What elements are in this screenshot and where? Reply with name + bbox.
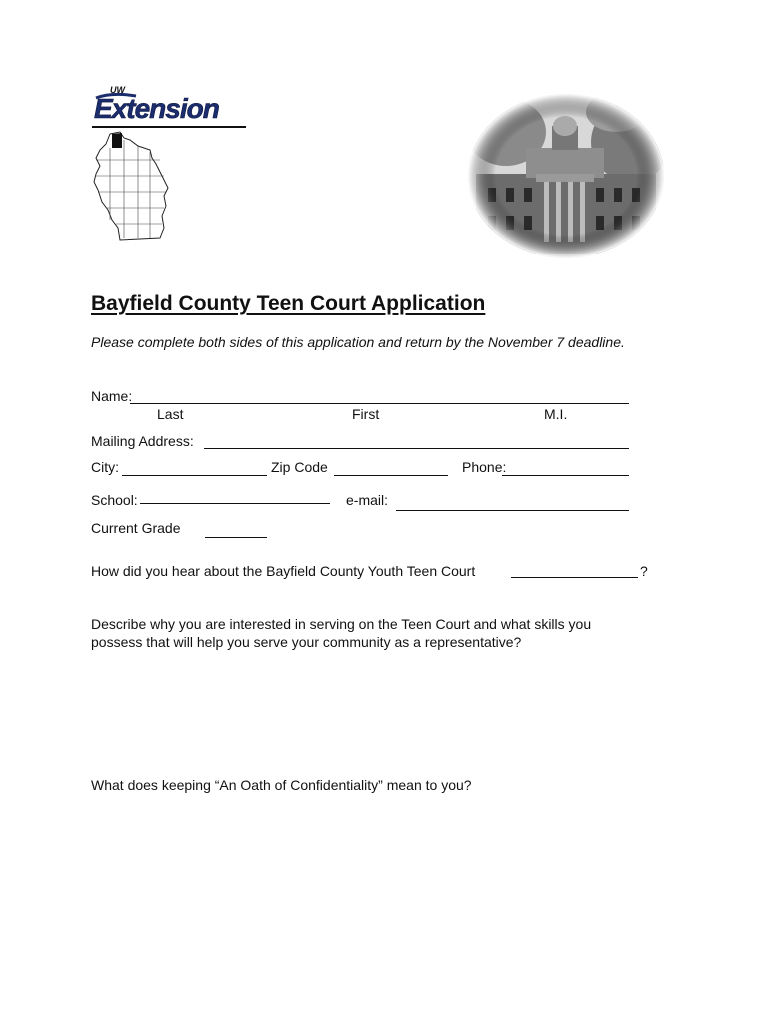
oath-answer-area[interactable] [91, 802, 631, 952]
zip-code-field[interactable] [334, 475, 448, 476]
email-label: e-mail: [346, 492, 389, 508]
courthouse-photo [466, 92, 666, 260]
name-label: Name: [91, 388, 133, 404]
city-label: City: [91, 459, 119, 475]
describe-question-line-2: possess that will help you serve your community as a representative? [91, 634, 522, 650]
wisconsin-map-icon [90, 130, 180, 242]
form-instructions: Please complete both sides of this application and return by the November 7 deadline. [91, 334, 625, 350]
phone-field[interactable] [502, 475, 629, 476]
name-sublabel-mi: M.I. [544, 406, 568, 422]
school-field[interactable] [140, 503, 330, 504]
describe-answer-area[interactable] [91, 660, 631, 760]
name-sublabel-last: Last [157, 406, 184, 422]
oath-question: What does keeping “An Oath of Confidentiality” mean to you? [91, 777, 472, 793]
city-field[interactable] [122, 475, 267, 476]
phone-label: Phone: [462, 459, 507, 475]
form-title: Bayfield County Teen Court Application [91, 292, 486, 315]
name-field[interactable] [130, 403, 629, 404]
hear-about-field[interactable] [511, 577, 638, 578]
email-field[interactable] [396, 510, 629, 511]
name-sublabel-first: First [352, 406, 380, 422]
school-label: School: [91, 492, 138, 508]
current-grade-field[interactable] [205, 537, 267, 538]
logo-wordmark-text: Extension [94, 93, 219, 124]
describe-question-line-1: Describe why you are interested in serving on the Teen Court and what skills you [91, 616, 592, 632]
mailing-address-field[interactable] [204, 448, 629, 449]
mailing-address-label: Mailing Address: [91, 433, 194, 449]
hear-about-question-mark: ? [640, 563, 648, 579]
uw-extension-logo [92, 84, 248, 128]
current-grade-label: Current Grade [91, 520, 181, 536]
hear-about-question: How did you hear about the Bayfield County Youth Teen Court [91, 563, 476, 579]
logo-superscript: UW [110, 85, 125, 95]
zip-code-label: Zip Code [271, 459, 328, 475]
